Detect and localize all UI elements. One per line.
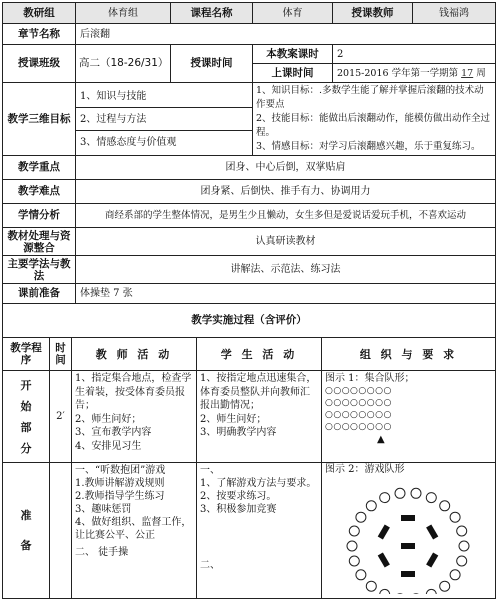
student-marker [380,493,390,503]
student-marker [347,541,357,551]
col-order: 教学程序 [3,338,50,371]
start-time: 2′ [50,371,72,463]
prep-value: 体操垫 7 张 [76,284,496,304]
student-marker [426,493,436,503]
teacher-group-value: 体育组 [76,3,171,24]
lesson-plan-document [2,2,495,599]
fig2-caption: 图示 2：游戏队形 [325,463,492,476]
teacher-group-label: 教研组 [3,3,76,24]
learners-value: 商经系部的学生整体情况，是男生少且懒动，女生多但是爱说话爱玩手机，不喜欢运动 [76,204,496,228]
col-org: 组 织 与 要 求 [322,338,496,371]
header-row [3,3,496,24]
mat-marker [401,571,415,577]
mat-marker [426,552,438,567]
process-title: 教学实施过程（含评价） [3,304,496,338]
student-marker [380,589,390,594]
student-marker [356,512,366,522]
key-point-label: 教学重点 [3,156,76,180]
game-formation-diagram [325,476,491,594]
goals-row [3,83,496,156]
prepare-order: 准 备 [3,463,50,599]
mat-marker [401,543,415,549]
start-student-activity: 1、按指定地点迅速集合，体育委员整队并向教师汇报出勤情况； 2、师生问好； 3、明确教学内容 [197,371,322,463]
process-table [2,303,496,599]
chapter-row [3,24,496,45]
class-label: 授课班级 [3,45,76,83]
teacher-label: 授课教师 [333,3,413,24]
prepare-time [50,463,72,599]
col-teacher: 教 师 活 动 [72,338,197,371]
formation-students: ○○○○○○○○ ○○○○○○○○ ○○○○○○○○ ○○○○○○○○ [325,385,492,433]
difficulty-value: 团身紧、后倒快、推手有力、协调用力 [76,180,496,204]
student-marker [395,488,405,498]
course-value: 体育 [253,3,333,24]
key-point-row [3,156,496,180]
student-marker [450,570,460,580]
goal-dim-2: 2、过程与方法 [76,108,252,131]
col-time: 时间 [50,338,72,371]
goals-detail [253,83,496,156]
class-time-value [333,64,496,83]
learners-row [3,204,496,228]
student-marker [349,526,359,536]
student-marker [411,488,421,498]
student-marker [457,526,467,536]
goal-line-2: 2、技能目标：能做出后滚翻动作，能模仿做出动作全过程。 [256,112,492,140]
student-marker [426,589,436,594]
student-marker [450,512,460,522]
class-time-suffix: 周 [476,68,486,79]
teacher-marker-icon: ▲ [325,433,492,446]
learners-label: 学情分析 [3,204,76,228]
chapter-value: 后滚翻 [76,24,496,45]
student-marker [440,581,450,591]
goal-line-3: 3、情感目标：对学习后滚翻感兴趣，乐于重复练习。 [256,140,492,154]
class-time-label: 上课时间 [253,64,333,83]
goal-dim-1: 1、知识与技能 [76,85,252,108]
goal-line-1: 1、知识目标：.多数学生能了解并掌握后滚翻的技术动作要点 [256,84,492,112]
class-value: 高二（18-26/31） [76,45,171,83]
mat-marker [426,524,438,539]
mat-marker [378,524,390,539]
process-title-row [3,304,496,338]
materials-label: 教材处理与资源整合 [3,228,76,256]
prepare-teacher-activity: 一、“听数抱团”游戏 1.教师讲解游戏规则 2.教师指导学生练习 3、趣味惩罚 4、做好组织、监督工作，让比赛公平、公正 二、 徒手操 [72,463,197,599]
class-time-prefix: 2015-2016 学年第一学期第 [337,68,458,79]
class-row [3,45,496,64]
lesson-plan-table [2,2,496,304]
col-student: 学 生 活 动 [197,338,322,371]
prep-label: 课前准备 [3,284,76,304]
student-marker [366,581,376,591]
student-marker [366,501,376,511]
materials-value: 认真研读教材 [76,228,496,256]
prepare-section-row [3,463,496,599]
methods-row [3,256,496,284]
difficulty-label: 教学难点 [3,180,76,204]
process-header-row [3,338,496,371]
goal-dim-3: 3、情感态度与价值观 [76,131,252,154]
mat-marker [401,515,415,521]
hours-value: 2 [333,45,496,64]
start-section-row [3,371,496,463]
student-marker [349,556,359,566]
student-marker [356,570,366,580]
methods-label: 主要学法与教法 [3,256,76,284]
teacher-value: 钱福鸿 [413,3,496,24]
mat-markers [378,515,439,577]
methods-value: 讲解法、示范法、练习法 [76,256,496,284]
prep-row [3,284,496,304]
course-label: 课程名称 [171,3,253,24]
student-marker [457,556,467,566]
prepare-org [322,463,496,599]
prepare-student-activity: 一、 1、了解游戏方法与要求。 2、按要求练习。 3、积极参加竞赛 二、 [197,463,322,599]
chapter-label: 章节名称 [3,24,76,45]
fig1-caption: 图示 1：集合队形； [325,372,492,385]
student-ring [347,488,469,594]
key-point-value: 团身、中心后倒，双掌贴肩 [76,156,496,180]
start-order: 开 始 部 分 [3,371,50,463]
start-org [322,371,496,463]
goals-label: 教学三维目标 [3,83,76,156]
goals-dimensions [76,83,253,156]
time-label: 授课时间 [171,45,253,83]
class-week: 17 [458,68,476,79]
student-marker [440,501,450,511]
difficulty-row [3,180,496,204]
mat-marker [378,552,390,567]
materials-row [3,228,496,256]
start-teacher-activity: 1、指定集合地点，检查学生着装，按受体育委员报告； 2、师生问好； 3、宣布教学内容 4、安排见习生 [72,371,197,463]
hours-label: 本教案课时 [253,45,333,64]
student-marker [459,541,469,551]
